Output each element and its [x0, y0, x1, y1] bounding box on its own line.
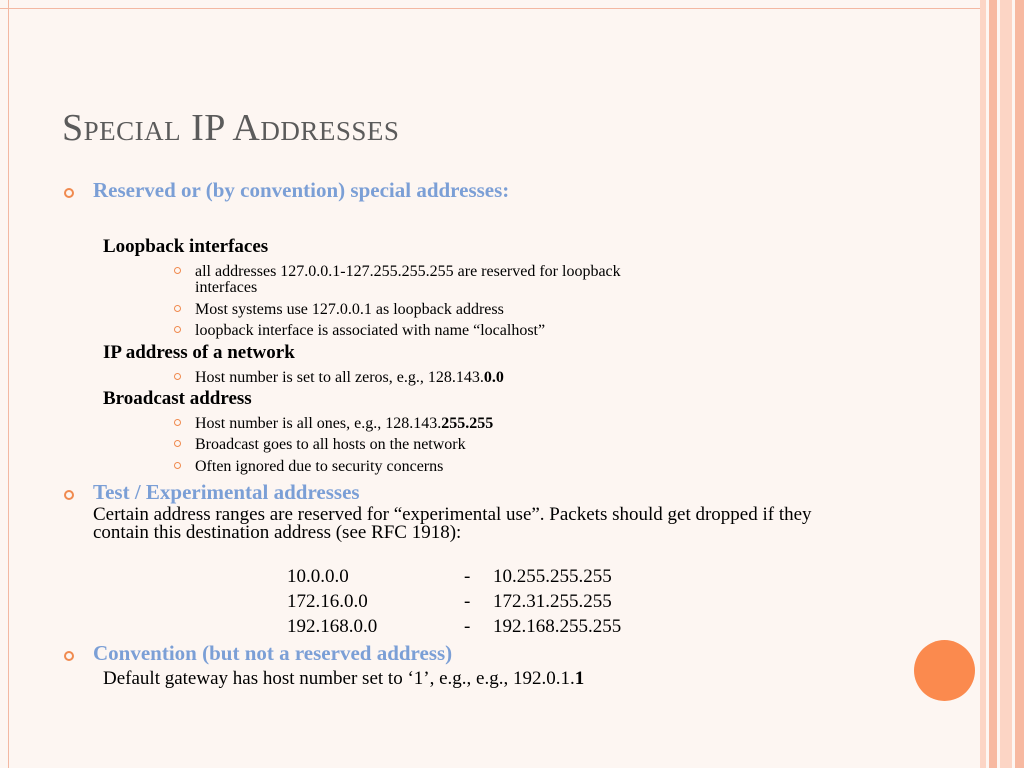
- sub-bullet-icon: [174, 440, 181, 447]
- broadcast-item-bold: 255.255: [441, 415, 494, 432]
- broadcast-item: [195, 416, 493, 432]
- loopback-label: Loopback interfaces: [103, 236, 269, 257]
- range-to: 192.168.255.255: [493, 616, 622, 637]
- network-label: IP address of a network: [103, 342, 295, 363]
- right-stripe: [1015, 0, 1024, 768]
- network-item: [195, 370, 504, 386]
- convention-body-text: Default gateway has host number set to ‘1’, e.g., e.g., 192.0.1.: [103, 668, 575, 689]
- frame-border-top: [0, 8, 980, 9]
- slide-title: Special IP Addresses: [62, 107, 400, 149]
- range-separator: -: [464, 616, 471, 637]
- broadcast-item: Broadcast goes to all hosts on the network: [195, 436, 466, 453]
- range-from: 172.16.0.0: [287, 591, 368, 612]
- bullet-icon: [64, 188, 74, 198]
- decorative-circle: [914, 640, 975, 701]
- bullet-icon: [64, 651, 74, 661]
- frame-border-left: [8, 0, 9, 768]
- loopback-item: all addresses 127.0.0.1-127.255.255.255 are reserved for loopback: [195, 263, 621, 280]
- sub-bullet-icon: [174, 373, 181, 380]
- range-separator: -: [464, 566, 471, 587]
- sub-bullet-icon: [174, 267, 181, 274]
- loopback-item: interfaces: [195, 279, 258, 296]
- right-stripe: [1000, 0, 1012, 768]
- test-heading: Test / Experimental addresses: [93, 480, 360, 504]
- bullet-icon: [64, 490, 74, 500]
- loopback-item: Most systems use 127.0.0.1 as loopback address: [195, 301, 504, 318]
- sub-bullet-icon: [174, 326, 181, 333]
- broadcast-item-text: Host number is all ones, e.g., 128.143.: [195, 415, 442, 432]
- range-from: 10.0.0.0: [287, 566, 349, 587]
- range-from: 192.168.0.0: [287, 616, 378, 637]
- test-body: Certain address ranges are reserved for “experimental use”. Packets should get dropped if they contain this destination address (see RFC 1918):: [93, 504, 812, 543]
- convention-heading: Convention (but not a reserved address): [93, 641, 453, 665]
- sub-bullet-icon: [174, 305, 181, 312]
- network-item-bold: 0.0: [483, 369, 504, 386]
- network-item-text: Host number is set to all zeros, e.g., 128.143.: [195, 369, 484, 386]
- range-separator: -: [464, 591, 471, 612]
- right-stripe: [989, 0, 997, 768]
- loopback-item: loopback interface is associated with name “localhost”: [195, 322, 546, 339]
- convention-body-bold: 1: [574, 668, 585, 689]
- range-to: 10.255.255.255: [493, 566, 612, 587]
- broadcast-item: Often ignored due to security concerns: [195, 458, 444, 475]
- broadcast-label: Broadcast address: [103, 388, 252, 409]
- reserved-heading: Reserved or (by convention) special addresses:: [93, 178, 510, 202]
- sub-bullet-icon: [174, 462, 181, 469]
- range-to: 172.31.255.255: [493, 591, 612, 612]
- convention-body: [103, 668, 584, 690]
- sub-bullet-icon: [174, 419, 181, 426]
